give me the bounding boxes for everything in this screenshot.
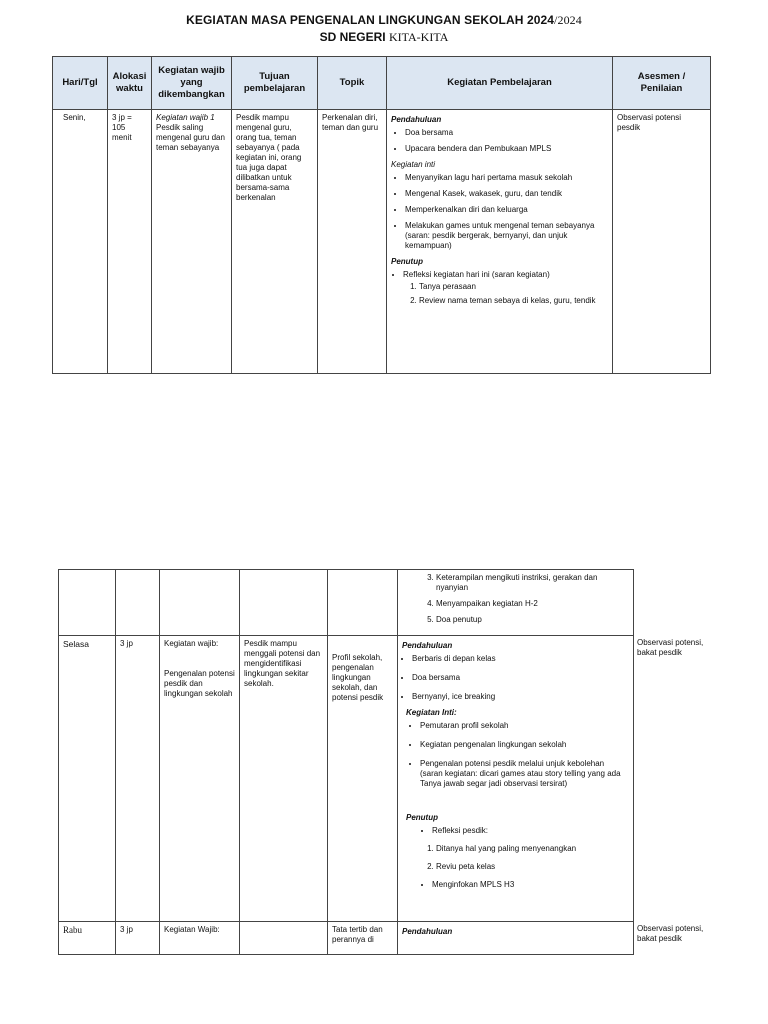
document-title: [0, 13, 768, 28]
header-topik: Topik: [318, 57, 387, 110]
list-item: 3. Keterampilan mengikuti instriksi, gerakan dan nyanyian: [436, 573, 629, 593]
list-item: • Kegiatan pengenalan lingkungan sekolah: [420, 740, 629, 750]
cell-kegiatan-wajib: Kegiatan wajib 1 Pesdik saling mengenal guru dan teman sebayanya: [152, 110, 232, 374]
header-hari: Hari/Tgl: [53, 57, 108, 110]
table-row-senin-continued: [59, 570, 634, 636]
cell-kegiatan-pembelajaran: Pendahuluan • Berbaris di depan kelas • Doa bersama • Bernyanyi, ice breaking Kegiatan Inti: • Pemutaran profil sekolah • Kegiatan pengenalan lingkungan sekolah • Pengenalan potensi pesdik melalui unjuk kebolehan (saran kegiatan: dicari games atau story telling yang ada Tanya jawab segar jadi observasi tersirat) Penutup • Refleksi pesdik: 1. Ditanya hal yang paling menyenangkan 2. Reviu peta kelas • Menginfokan MPLS H3: [398, 636, 634, 922]
cell-asesmen: Observasi potensi pesdik: [613, 110, 711, 374]
header-tujuan: Tujuan pembelajaran: [232, 57, 318, 110]
school-prefix: SD NEGERI: [319, 30, 386, 44]
cell-kegiatan-pembelajaran: Pendahuluan: [398, 922, 634, 955]
list-item: • Pengenalan potensi pesdik melalui unjuk kebolehan (saran kegiatan: dicari games atau story telling yang ada Tanya jawab segar jadi observasi tersirat): [420, 759, 629, 789]
header-alokasi: Alokasi waktu: [108, 57, 152, 110]
cell-kegiatan-wajib: Kegiatan wajib: Pengenalan potensi pesdik dan lingkungan sekolah: [160, 636, 240, 922]
list-item: • Menginfokan MPLS H3: [432, 880, 629, 890]
list-item: 4. Menyampaikan kegiatan H-2: [436, 599, 629, 609]
cell-hari: Senin,: [53, 110, 108, 374]
title-main: KEGIATAN MASA PENGENALAN LINGKUNGAN SEKOLAH 2024: [186, 13, 555, 27]
list-item: • Doa bersama: [405, 128, 608, 138]
cell-asesmen-rabu: Observasi potensi, bakat pesdik: [637, 924, 704, 943]
cell-kegiatan-pembelajaran: Pendahuluan • Doa bersama • Upacara bendera dan Pembukaan MPLS Kegiatan inti • Menyanyikan lagu hari pertama masuk sekolah • Mengenal Kasek, wakasek, guru, dan tendik • Memperkenalkan diri dan keluarga • Melakukan games untuk mengenal teman sebayanya (saran: pesdik bergerak, bernyanyi, dan unjuk kemampuan) Penutup • Refleksi kegiatan hari ini (saran kegiatan) 1. Tanya perasaan 2. Review nama teman sebaya di kelas, guru, tendik: [387, 110, 613, 374]
table-row-selasa: [59, 636, 634, 922]
cell-topik: Tata tertib dan perannya di: [328, 922, 398, 955]
table-row-rabu: [59, 922, 634, 955]
list-item: • Pemutaran profil sekolah: [420, 721, 629, 731]
asesmen-column-page2: [633, 569, 711, 954]
list-item: • Refleksi pesdik:: [432, 826, 629, 836]
cell-topik: Perkenalan diri, teman dan guru: [318, 110, 387, 374]
list-item: • Mengenal Kasek, wakasek, guru, dan tendik: [405, 189, 608, 199]
cell-hari: Selasa: [59, 636, 116, 922]
table-header-row: [53, 57, 711, 110]
cell-alokasi: 3 jp: [116, 636, 160, 922]
cell-alokasi: 3 jp = 105 menit: [108, 110, 152, 374]
list-item: • Doa bersama: [412, 673, 629, 683]
list-item: 5. Doa penutup: [436, 615, 629, 625]
title-suffix: /2024: [554, 13, 582, 27]
list-item: 1. Tanya perasaan: [419, 282, 608, 292]
list-item: 2. Reviu peta kelas: [436, 862, 629, 872]
cell-asesmen-selasa: Observasi potensi, bakat pesdik: [637, 638, 704, 657]
schedule-table-page2: [58, 569, 634, 955]
list-item: • Menyanyikan lagu hari pertama masuk sekolah: [405, 173, 608, 183]
list-item: • Bernyanyi, ice breaking: [412, 692, 629, 702]
schedule-table-page1: [52, 56, 711, 374]
school-name: KITA-KITA: [388, 30, 449, 44]
list-item: • Berbaris di depan kelas: [412, 654, 629, 664]
list-item: • Melakukan games untuk mengenal teman sebayanya (saran: pesdik bergerak, bernyanyi, dan unjuk kemampuan): [405, 221, 608, 251]
school-title: [0, 30, 768, 45]
list-item: • Memperkenalkan diri dan keluarga: [405, 205, 608, 215]
cell-kegiatan-wajib: Kegiatan Wajib:: [160, 922, 240, 955]
header-kegiatan-wajib: Kegiatan wajib yang dikembangkan: [152, 57, 232, 110]
table-row-senin: [53, 110, 711, 374]
header-asesmen: Asesmen / Penilaian: [613, 57, 711, 110]
cell-alokasi: 3 jp: [116, 922, 160, 955]
cell-hari: Rabu: [59, 922, 116, 955]
cell-tujuan: Pesdik mampu menggali potensi dan mengidentifikasi lingkungan sekitar sekolah.: [240, 636, 328, 922]
list-item: • Refleksi kegiatan hari ini (saran kegiatan): [403, 270, 608, 280]
cell-topik: Profil sekolah, pengenalan lingkungan sekolah, dan potensi pesdik: [328, 636, 398, 922]
cell-tujuan: Pesdik mampu mengenal guru, orang tua, teman sebayanya ( pada kegiatan ini, orang tua juga dapat dilibatkan untuk bersama-sama berkenalan: [232, 110, 318, 374]
list-item: 1. Ditanya hal yang paling menyenangkan: [436, 844, 629, 854]
header-kegiatan-pembelajaran: Kegiatan Pembelajaran: [387, 57, 613, 110]
cell-kegiatan-pembelajaran: [398, 570, 634, 636]
list-item: 2. Review nama teman sebaya di kelas, guru, tendik: [419, 296, 608, 306]
list-item: • Upacara bendera dan Pembukaan MPLS: [405, 144, 608, 154]
